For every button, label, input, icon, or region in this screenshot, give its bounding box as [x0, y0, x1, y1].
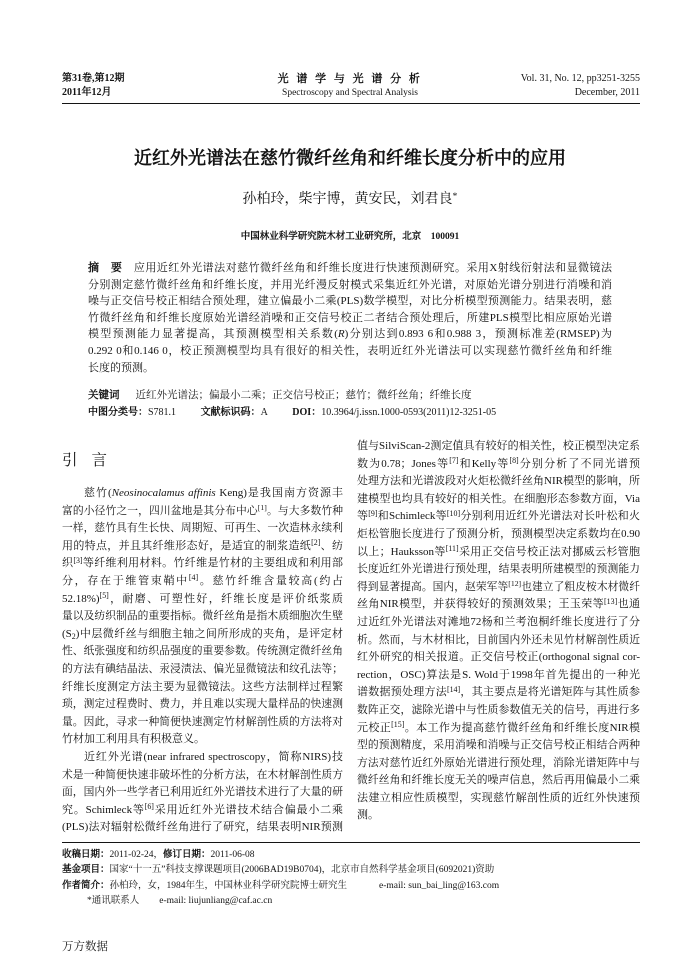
issue-info	[62, 72, 125, 100]
keywords-text: 近红外光谱法；偏最小二乘；正交信号校正；慈竹；微纤丝角；纤维长度	[135, 390, 472, 401]
journal-name	[200, 72, 500, 100]
doi-label: DOI：	[292, 407, 322, 418]
fund-label: 基金项目：	[62, 865, 110, 876]
text-line: 析。然而，与木材相比，目前国内外还未见竹材解剖性质近	[357, 633, 640, 646]
citation-superscript: [6]	[144, 802, 154, 812]
text-line: 长度近红外光谱进行预处理，结果表明所建模型的预测能力	[357, 563, 640, 576]
revised-date: 2011-06-08	[210, 850, 255, 860]
abstract	[88, 260, 612, 376]
text-line: 处理方法和光谱波段对火炬松微纤丝角NIR模型的影响，所	[357, 475, 640, 488]
header-rule	[62, 103, 640, 104]
text-line: 红外研究的相关报道。正交信号校正(orthogonal signal cor-	[357, 651, 640, 664]
text-line: 长度的预测。	[88, 361, 154, 374]
citation-superscript: [8]	[509, 456, 519, 466]
corresponding-mark: *	[452, 190, 458, 202]
author-list	[0, 191, 700, 210]
doc-code-label: 文献标识码：	[200, 407, 261, 418]
text-line: 得到显著提高。国内，赵荣军等[12]也建立了粗皮桉木材微纤	[357, 579, 640, 593]
text-line: 数阵正交，滤除光谱中与性质参数值无关的信号，再进行多	[357, 703, 640, 716]
volume-info	[521, 72, 640, 100]
italic-text: Neosinocalamus affinis	[111, 487, 216, 499]
text-line: 谱数据预处理方法[14]，其主要点是将光谱矩阵与其性质参	[357, 684, 640, 699]
received-date: 2011-02-24，	[109, 850, 163, 860]
citation-superscript: [12]	[508, 579, 522, 589]
doi: 10.3964/j.issn.1000-0593(2011)12-3251-05	[321, 407, 497, 418]
keywords-label: 关键词	[88, 390, 120, 401]
left-column	[62, 485, 343, 837]
doc-code-group	[201, 405, 268, 421]
text-line: 测。	[357, 809, 379, 822]
paragraph	[88, 260, 612, 376]
text-line: 织[3]等纤维利用材料。竹纤维是竹材的主要组成和利用部	[62, 555, 344, 570]
text-line: 量。因此，寻求一种简便快速测定竹材解剖性质的方法将对	[62, 715, 343, 728]
footnote-author	[62, 879, 652, 894]
text-line: 等[9]和Schimleck等[10]分别利用近红外光谱法对长叶松和火	[357, 508, 641, 523]
watermark-text: 万方数据	[62, 941, 108, 953]
italic-text: R	[337, 328, 345, 341]
text-line: 方法对慈竹近红外原始光谱进行预处理，消除光谱矩阵中与	[357, 756, 640, 769]
text-line: 分，存在于维管束鞘中[4]。慈竹纤维含量较高(约占	[62, 573, 344, 587]
paragraph	[62, 749, 343, 837]
citation-superscript: [5]	[99, 591, 109, 600]
corresponding-email[interactable]: e-mail: liujunliang@caf.ac.cn	[159, 896, 273, 907]
paper-title: 近红外光谱法在慈竹微纤丝角和纤维长度分析中的应用	[134, 148, 566, 168]
right-column	[357, 438, 640, 825]
text-line: 型的预测精度，采用消噪和消噪与正交信号校正相结合两种	[357, 739, 640, 752]
footnotes	[62, 848, 652, 910]
text-line: 性、纸张强度和纺织品强度的重要参数。传统测定微纤丝角	[62, 645, 343, 658]
subscript: 2	[71, 631, 76, 641]
text-line: 元校正[15]。本工作为提高慈竹微纤丝角和纤维长度NIR模	[357, 719, 640, 734]
author-email[interactable]: e-mail: sun_bai_ling@163.com	[379, 880, 500, 891]
text-line: 量以及纺织制品的重要指标。微纤丝角是指木质细胞次生壁	[62, 610, 343, 623]
text-line: 面，国内外一些学者已利用近红外光谱技术进行了大量的研	[62, 786, 343, 799]
citation-superscript: [14]	[446, 684, 461, 694]
citation-superscript: [2]	[311, 538, 321, 548]
text-line: (PLS)法对辐射松微纤丝角进行了研究，结果表明NIR预测	[62, 821, 343, 834]
text-line: 噪与正交信号校正相结合预处理，建立偏最小二乘(PLS)数学模型，对比分析模型预测能力。结果表明，慈	[88, 295, 612, 308]
text-line: (S2)中层微纤丝与细胞主轴之间所形成的夹角，是评定材	[62, 627, 343, 641]
issue-date: 2011年12月	[62, 87, 112, 98]
citation-superscript: [3]	[73, 555, 83, 565]
volume-pages: Vol. 31, No. 12, pp3251-3255	[520, 73, 640, 84]
citation-superscript: [1]	[257, 503, 267, 513]
text-line: 法建立相应性质模型，实现慈竹解剖性质的近红外快速预	[357, 791, 640, 804]
affiliation: 中国林业科学研究院木材工业研究所，北京 100091	[240, 232, 460, 242]
text-line: 建模型也均具有较好的相关性。在细胞形态参数方面，Via	[357, 492, 640, 505]
keywords	[88, 388, 612, 404]
section-heading: 引言	[62, 452, 122, 469]
journal-name-cn: 光 谱 学 与 光 谱 分 析	[277, 73, 423, 85]
classification-line	[88, 405, 648, 421]
journal-name-en: Spectroscopy and Spectral Analysis	[282, 88, 418, 98]
text-line: 的方法有碘结晶法、汞浸渍法、偏光显微镜法和纹孔法等；	[62, 662, 343, 675]
text-line: 炬松管胞长度进行了预测分析，预测模型决定系数均在0.90	[357, 527, 640, 540]
citation-superscript: [11]	[445, 544, 459, 553]
text-line: 丝角NIR模型，并获得较好的预测效果；王玉荣等[13]也通	[357, 596, 640, 611]
clc-group	[88, 405, 176, 421]
corresponding-marker: *	[87, 896, 92, 907]
text-line: 微纤丝角和纤维长度无关的噪声信息，然后再用偏最小二乘	[357, 774, 640, 787]
text-line: 究。Schimleck等[6]采用近红外光谱技术结合偏最小二乘	[62, 802, 343, 816]
corresponding-label: 通讯联系人	[91, 896, 140, 907]
footnote-rule	[62, 842, 640, 843]
citation-superscript: [4]	[188, 573, 199, 583]
author-names: 孙柏玲，柴宇博，黄安民，刘君良	[242, 192, 453, 207]
volume-issue: 第31卷,第12期	[62, 73, 125, 84]
issue-date-en: December, 2011	[574, 87, 640, 98]
text-line: 一样，慈竹具有生长快、周期短、可再生、一次造林永续利	[62, 522, 343, 535]
text-line: 值与SilviScan-2测定值具有较好的相关性，校正模型决定系	[357, 440, 640, 452]
text-line: 过近红外光谱法对滩地72杨和兰考泡桐纤维长度进行了分	[357, 615, 640, 628]
text-line: 模型预测能力显著提高，其预测模型相关系数(R)分别达到0.893 6和0.988 3，预测标准差(RMSEP)为	[88, 328, 612, 341]
received-label: 收稿日期：	[62, 850, 110, 860]
bold-label: 摘 要	[88, 262, 123, 274]
revised-label: 修订日期：	[163, 850, 211, 860]
text-line: 分别测定慈竹微纤丝角和纤维长度，并用光纤漫反射模式采集近红外光谱，对原始光谱分别进行消噪和消	[88, 278, 612, 291]
author-bio: 孙柏玲，女，1984年生，中国林业科学研究院博士研究生	[109, 880, 348, 891]
text-line: 术是一种简便快速非破坏性的分析方法，在木材解剖性质方	[62, 768, 343, 781]
citation-superscript: [10]	[446, 508, 461, 518]
text-line: 竹材加工利用具有积极意义。	[62, 733, 205, 746]
citation-superscript: [13]	[604, 596, 618, 606]
footnote-dates	[62, 848, 652, 863]
text-line: 摘 要 应用近红外光谱法对慈竹微纤丝角和纤维长度进行快速预测研究。采用X射线衍射法和显微镜法	[88, 262, 612, 274]
text-line: 纤维长度测定方法主要为显微镜法。这些方法制样过程繁	[62, 680, 343, 693]
text-line: 52.18%)[5]，耐磨、可塑性好，纤维长度是评价纸浆质	[62, 591, 343, 605]
author-bio-label: 作者简介：	[62, 880, 110, 891]
text-line: 富的小径竹之一，四川盆地是其分布中心[1]。与大多数竹种	[62, 503, 343, 517]
text-line: 用的特点，并且其纤维形态好，是适宜的制浆造纸[2]、纺	[62, 538, 344, 552]
paragraph	[62, 485, 343, 749]
text-line: 数为0.78；Jones等[7]和Kelly等[8]分别分析了不同光谱预	[357, 456, 640, 470]
clc-label: 中图分类号：	[88, 407, 148, 418]
text-line: 慈竹(Neosinocalamus affinis Keng)是我国南方资源丰	[84, 487, 343, 499]
clc-code: S781.1	[148, 407, 177, 418]
text-line: 以上；Hauksson等[11]采用正交信号校正法对挪威云杉管胞	[357, 544, 640, 558]
paragraph	[357, 438, 640, 825]
citation-superscript: [9]	[368, 508, 378, 518]
footnote-corresponding	[62, 894, 652, 909]
citation-superscript: [7]	[449, 456, 459, 466]
citation-superscript: [15]	[391, 719, 405, 729]
text-line: 竹微纤丝角和纤维长度原始光谱经消噪和正交信号校正二者结合预处理后，所建PLS模型比相应原始光谱	[88, 311, 612, 324]
text-line: 0.292 0和0.146 0，校正预测模型均具有很好的相关性，表明近红外光谱法可以实现慈竹微纤丝角和纤维	[88, 344, 612, 357]
text-line: 琐，测定过程费时、费力，并且难以实现大量样品的快速测	[62, 698, 343, 711]
text-line: 近红外光谱(near infrared spectroscopy，简称NIRS)技	[84, 750, 343, 763]
doi-group	[292, 405, 496, 421]
footnote-fund	[62, 863, 652, 878]
text-line: rection，OSC)算法是S. Wold于1998年首先提出的一种光	[357, 668, 640, 681]
fund-text: 国家“十一五”科技支撑课题项目(2006BAD19B0704)，北京市自然科学基金项目(6092021)资助	[109, 865, 495, 876]
doc-code: A	[260, 407, 268, 418]
